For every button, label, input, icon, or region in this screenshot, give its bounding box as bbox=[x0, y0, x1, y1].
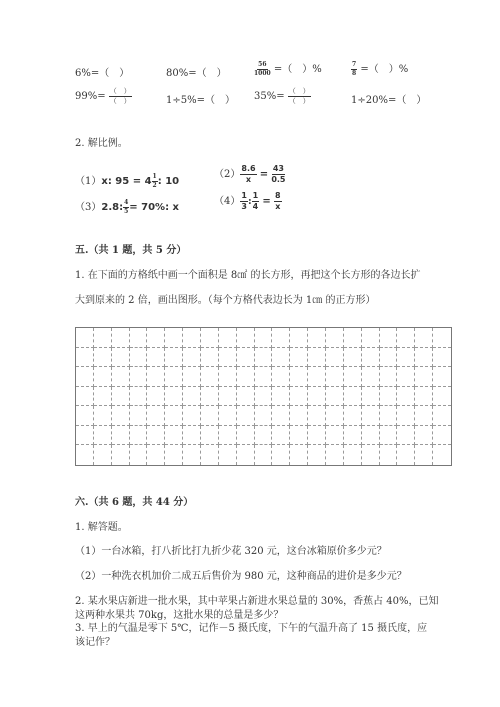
grid-cell[interactable] bbox=[165, 348, 183, 368]
fraction: $\frac{7}{8}$ bbox=[352, 61, 357, 77]
grid-cell[interactable] bbox=[76, 426, 94, 446]
grid-cell[interactable] bbox=[397, 328, 415, 348]
section-6-question-1-title: 1. 解答题。 bbox=[75, 522, 128, 533]
grid-cell[interactable] bbox=[147, 445, 165, 465]
grid-cell[interactable] bbox=[344, 406, 362, 426]
grid-cell[interactable] bbox=[272, 426, 290, 446]
grid-cell[interactable] bbox=[397, 348, 415, 368]
grid-cell[interactable] bbox=[183, 387, 201, 407]
square-grid-paper[interactable] bbox=[75, 327, 452, 466]
grid-cell[interactable] bbox=[290, 426, 308, 446]
grid-cell[interactable] bbox=[415, 387, 433, 407]
grid-cell[interactable] bbox=[112, 367, 130, 387]
grid-cell[interactable] bbox=[290, 367, 308, 387]
grid-cell[interactable] bbox=[147, 328, 165, 348]
grid-cell[interactable] bbox=[201, 406, 219, 426]
grid-cell[interactable] bbox=[290, 348, 308, 368]
grid-cell[interactable] bbox=[255, 387, 273, 407]
grid-cell[interactable] bbox=[362, 387, 380, 407]
grid-cell[interactable] bbox=[415, 426, 433, 446]
grid-cell[interactable] bbox=[165, 426, 183, 446]
grid-cell[interactable] bbox=[183, 445, 201, 465]
grid-cell[interactable] bbox=[272, 328, 290, 348]
section-5-question-line-1: 1. 在下面的方格纸中画一个面积是 8㎠ 的长方形，再把这个长方形的各边长扩 bbox=[75, 270, 421, 281]
grid-cell[interactable] bbox=[201, 445, 219, 465]
grid-cell[interactable] bbox=[308, 367, 326, 387]
grid-cell[interactable] bbox=[130, 426, 148, 446]
grid-cell[interactable] bbox=[380, 426, 398, 446]
fraction: $\frac{1}{2}$ bbox=[152, 173, 157, 189]
grid-cell[interactable] bbox=[308, 426, 326, 446]
section-6-heading: 六.（共 6 题，共 44 分） bbox=[75, 497, 194, 508]
grid-cell[interactable] bbox=[237, 367, 255, 387]
grid-cell[interactable] bbox=[201, 348, 219, 368]
grid-cell[interactable] bbox=[219, 328, 237, 348]
fraction: $\frac{56}{1000}$ bbox=[254, 61, 271, 77]
grid-cell[interactable] bbox=[433, 367, 451, 387]
section-6-question-2-line-2: 这两种水果共 70kg，这批水果的总量是多少？ bbox=[75, 610, 284, 621]
fraction: $\frac{8}{x}$ bbox=[275, 191, 281, 211]
grid-cell[interactable] bbox=[237, 328, 255, 348]
grid-cell[interactable] bbox=[433, 406, 451, 426]
grid-cell[interactable] bbox=[272, 387, 290, 407]
grid-cell[interactable] bbox=[237, 387, 255, 407]
grid-cell[interactable] bbox=[415, 367, 433, 387]
grid-cell[interactable] bbox=[415, 445, 433, 465]
grid-cell[interactable] bbox=[344, 445, 362, 465]
exercise-1-div-5-percent: 1÷5%=（ ） bbox=[166, 95, 235, 106]
grid-cell[interactable] bbox=[380, 348, 398, 368]
grid-cell[interactable] bbox=[326, 387, 344, 407]
grid-cell[interactable] bbox=[147, 367, 165, 387]
grid-cell[interactable] bbox=[183, 426, 201, 446]
exercise-1-div-20-percent: 1÷20%=（ ） bbox=[351, 95, 427, 106]
grid-cell[interactable] bbox=[255, 328, 273, 348]
grid-cell[interactable] bbox=[344, 426, 362, 446]
grid-cell[interactable] bbox=[380, 367, 398, 387]
grid-cell[interactable] bbox=[201, 328, 219, 348]
grid-cell[interactable] bbox=[415, 406, 433, 426]
section-5-question-line-2: 大到原来的 2 倍，画出图形。（每个方格代表边长为 1㎝ 的正方形） bbox=[75, 295, 376, 306]
grid-cell[interactable] bbox=[94, 348, 112, 368]
grid-cell[interactable] bbox=[290, 387, 308, 407]
grid-cell[interactable] bbox=[272, 348, 290, 368]
grid-cell[interactable] bbox=[255, 445, 273, 465]
grid-cell[interactable] bbox=[326, 445, 344, 465]
grid-cell[interactable] bbox=[237, 406, 255, 426]
grid-cell[interactable] bbox=[308, 328, 326, 348]
grid-cell[interactable] bbox=[165, 387, 183, 407]
blank-fraction: $\frac{( )}{( )}$ bbox=[109, 87, 131, 105]
grid-cell[interactable] bbox=[326, 406, 344, 426]
grid-cell[interactable] bbox=[308, 387, 326, 407]
exercise-56-over-1000: $\frac{56}{1000}$ =（ ）% bbox=[254, 61, 322, 77]
grid-cell[interactable] bbox=[397, 426, 415, 446]
grid-cell[interactable] bbox=[183, 367, 201, 387]
section-6-question-1-part-2: （2）一种洗衣机加价二成五后售价为 980 元，这种商品的进价是多少元？ bbox=[75, 571, 407, 582]
grid-cell[interactable] bbox=[308, 445, 326, 465]
grid-cell[interactable] bbox=[165, 328, 183, 348]
grid-cell[interactable] bbox=[397, 406, 415, 426]
exercise-6-percent: 6%=（ ） bbox=[75, 68, 130, 79]
proportion-1: （1）x: 95 = 4 $\frac{1}{2}$ : 10 bbox=[75, 173, 180, 189]
grid-cell[interactable] bbox=[147, 426, 165, 446]
grid-cell[interactable] bbox=[380, 387, 398, 407]
grid-cell[interactable] bbox=[380, 406, 398, 426]
grid-cell[interactable] bbox=[362, 406, 380, 426]
grid-cell[interactable] bbox=[272, 367, 290, 387]
grid-cell[interactable] bbox=[76, 445, 94, 465]
grid-cell[interactable] bbox=[326, 367, 344, 387]
grid-cell[interactable] bbox=[201, 367, 219, 387]
grid-cell[interactable] bbox=[76, 348, 94, 368]
grid-cell[interactable] bbox=[255, 406, 273, 426]
grid-cell[interactable] bbox=[165, 367, 183, 387]
question-2-title: 2. 解比例。 bbox=[75, 138, 128, 149]
section-6-question-3-line-1: 3. 早上的气温是零下 5℃，记作－5 摄氏度，下午的气温升高了 15 摄氏度，应 bbox=[75, 623, 428, 634]
grid-cell[interactable] bbox=[94, 406, 112, 426]
grid-cell[interactable] bbox=[362, 328, 380, 348]
grid-cell[interactable] bbox=[112, 426, 130, 446]
grid-cell[interactable] bbox=[344, 348, 362, 368]
grid-cell[interactable] bbox=[130, 367, 148, 387]
grid-cell[interactable] bbox=[219, 387, 237, 407]
grid-cell[interactable] bbox=[76, 367, 94, 387]
grid-cell[interactable] bbox=[397, 387, 415, 407]
grid-cell[interactable] bbox=[255, 348, 273, 368]
fraction: $\frac{43}{0.5}$ bbox=[271, 164, 286, 184]
exercise-35-percent: 35%= $\frac{( )}{( )}$ bbox=[254, 87, 310, 105]
section-6-question-3-line-2: 该记作？ bbox=[75, 637, 115, 648]
grid-cell[interactable] bbox=[130, 328, 148, 348]
grid-cell[interactable] bbox=[362, 445, 380, 465]
section-5-heading: 五.（共 1 题，共 5 分） bbox=[75, 245, 187, 256]
grid-cell[interactable] bbox=[147, 348, 165, 368]
grid-cell[interactable] bbox=[94, 328, 112, 348]
grid-cell[interactable] bbox=[380, 328, 398, 348]
grid-cell[interactable] bbox=[201, 387, 219, 407]
grid-cell[interactable] bbox=[433, 348, 451, 368]
grid-cell[interactable] bbox=[130, 406, 148, 426]
grid-cell[interactable] bbox=[326, 328, 344, 348]
grid-cell[interactable] bbox=[433, 426, 451, 446]
proportion-4: （4） $\frac{1}{3}$ : $\frac{1}{4}$ = $\frac{8}{x}$ bbox=[214, 191, 281, 211]
grid-cell[interactable] bbox=[183, 328, 201, 348]
grid-cell[interactable] bbox=[165, 445, 183, 465]
grid-cell[interactable] bbox=[183, 348, 201, 368]
grid-cell[interactable] bbox=[308, 406, 326, 426]
grid-cell[interactable] bbox=[94, 426, 112, 446]
fraction: $\frac{1}{3}$ bbox=[241, 191, 247, 211]
grid-cell[interactable] bbox=[237, 348, 255, 368]
grid-cell[interactable] bbox=[130, 387, 148, 407]
grid-cell[interactable] bbox=[147, 406, 165, 426]
blank-fraction: $\frac{( )}{( )}$ bbox=[288, 87, 310, 105]
grid-cell[interactable] bbox=[165, 406, 183, 426]
grid-cell[interactable] bbox=[76, 387, 94, 407]
grid-cell[interactable] bbox=[130, 445, 148, 465]
grid-cell[interactable] bbox=[272, 406, 290, 426]
grid-cell[interactable] bbox=[415, 348, 433, 368]
grid-cell[interactable] bbox=[94, 367, 112, 387]
grid-cell[interactable] bbox=[201, 426, 219, 446]
proportion-3: （3）2.8: $\frac{4}{5}$ = 70%: x bbox=[75, 199, 180, 215]
exercise-7-over-8: $\frac{7}{8}$ =（ ）% bbox=[352, 61, 409, 77]
grid-cell[interactable] bbox=[219, 406, 237, 426]
grid-cell[interactable] bbox=[344, 387, 362, 407]
grid-cell[interactable] bbox=[94, 445, 112, 465]
grid-cell[interactable] bbox=[237, 445, 255, 465]
grid-cell[interactable] bbox=[433, 387, 451, 407]
grid-cell[interactable] bbox=[255, 367, 273, 387]
exercise-99-percent: 99%= $\frac{( )}{( )}$ bbox=[75, 87, 131, 105]
grid-cell[interactable] bbox=[112, 348, 130, 368]
grid-cell[interactable] bbox=[76, 328, 94, 348]
grid-cell[interactable] bbox=[290, 445, 308, 465]
grid-cell[interactable] bbox=[183, 406, 201, 426]
proportion-2: （2） $\frac{8.6}{x}$ = $\frac{43}{0.5}$ bbox=[214, 164, 286, 184]
grid-cell[interactable] bbox=[433, 445, 451, 465]
grid-cell[interactable] bbox=[112, 328, 130, 348]
fraction: $\frac{8.6}{x}$ bbox=[241, 164, 256, 184]
grid-cell[interactable] bbox=[219, 367, 237, 387]
grid-cell[interactable] bbox=[219, 348, 237, 368]
grid-cell[interactable] bbox=[112, 406, 130, 426]
grid-cell[interactable] bbox=[362, 367, 380, 387]
fraction: $\frac{4}{5}$ bbox=[124, 199, 129, 215]
fraction: $\frac{1}{4}$ bbox=[252, 191, 259, 211]
grid-cell[interactable] bbox=[272, 445, 290, 465]
grid-cell[interactable] bbox=[147, 387, 165, 407]
grid-cell[interactable] bbox=[290, 328, 308, 348]
grid-cell[interactable] bbox=[362, 426, 380, 446]
grid-cell[interactable] bbox=[219, 426, 237, 446]
grid-cell[interactable] bbox=[255, 426, 273, 446]
grid-cell[interactable] bbox=[76, 406, 94, 426]
grid-cell[interactable] bbox=[326, 348, 344, 368]
section-6-question-1-part-1: （1）一台冰箱，打八折比打九折少花 320 元，这台冰箱原价多少元？ bbox=[75, 546, 387, 557]
grid-cell[interactable] bbox=[433, 328, 451, 348]
grid-cell[interactable] bbox=[290, 406, 308, 426]
grid-cell[interactable] bbox=[219, 445, 237, 465]
grid-cell[interactable] bbox=[415, 328, 433, 348]
grid-cell[interactable] bbox=[344, 328, 362, 348]
grid-cell[interactable] bbox=[94, 387, 112, 407]
section-6-question-2-line-1: 2. 某水果店新进一批水果，其中苹果占新进水果总量的 30%，香蕉占 40%，已知 bbox=[75, 596, 439, 607]
grid-cell[interactable] bbox=[397, 367, 415, 387]
grid-cell[interactable] bbox=[397, 445, 415, 465]
grid-cell[interactable] bbox=[380, 445, 398, 465]
grid-cell[interactable] bbox=[112, 445, 130, 465]
grid-cell[interactable] bbox=[308, 348, 326, 368]
exercise-80-percent: 80%=（ ） bbox=[166, 68, 227, 79]
grid-cell[interactable] bbox=[362, 348, 380, 368]
grid-cell[interactable] bbox=[326, 426, 344, 446]
grid-cell[interactable] bbox=[112, 387, 130, 407]
grid-cell[interactable] bbox=[344, 367, 362, 387]
grid-cell[interactable] bbox=[237, 426, 255, 446]
grid-cell[interactable] bbox=[130, 348, 148, 368]
